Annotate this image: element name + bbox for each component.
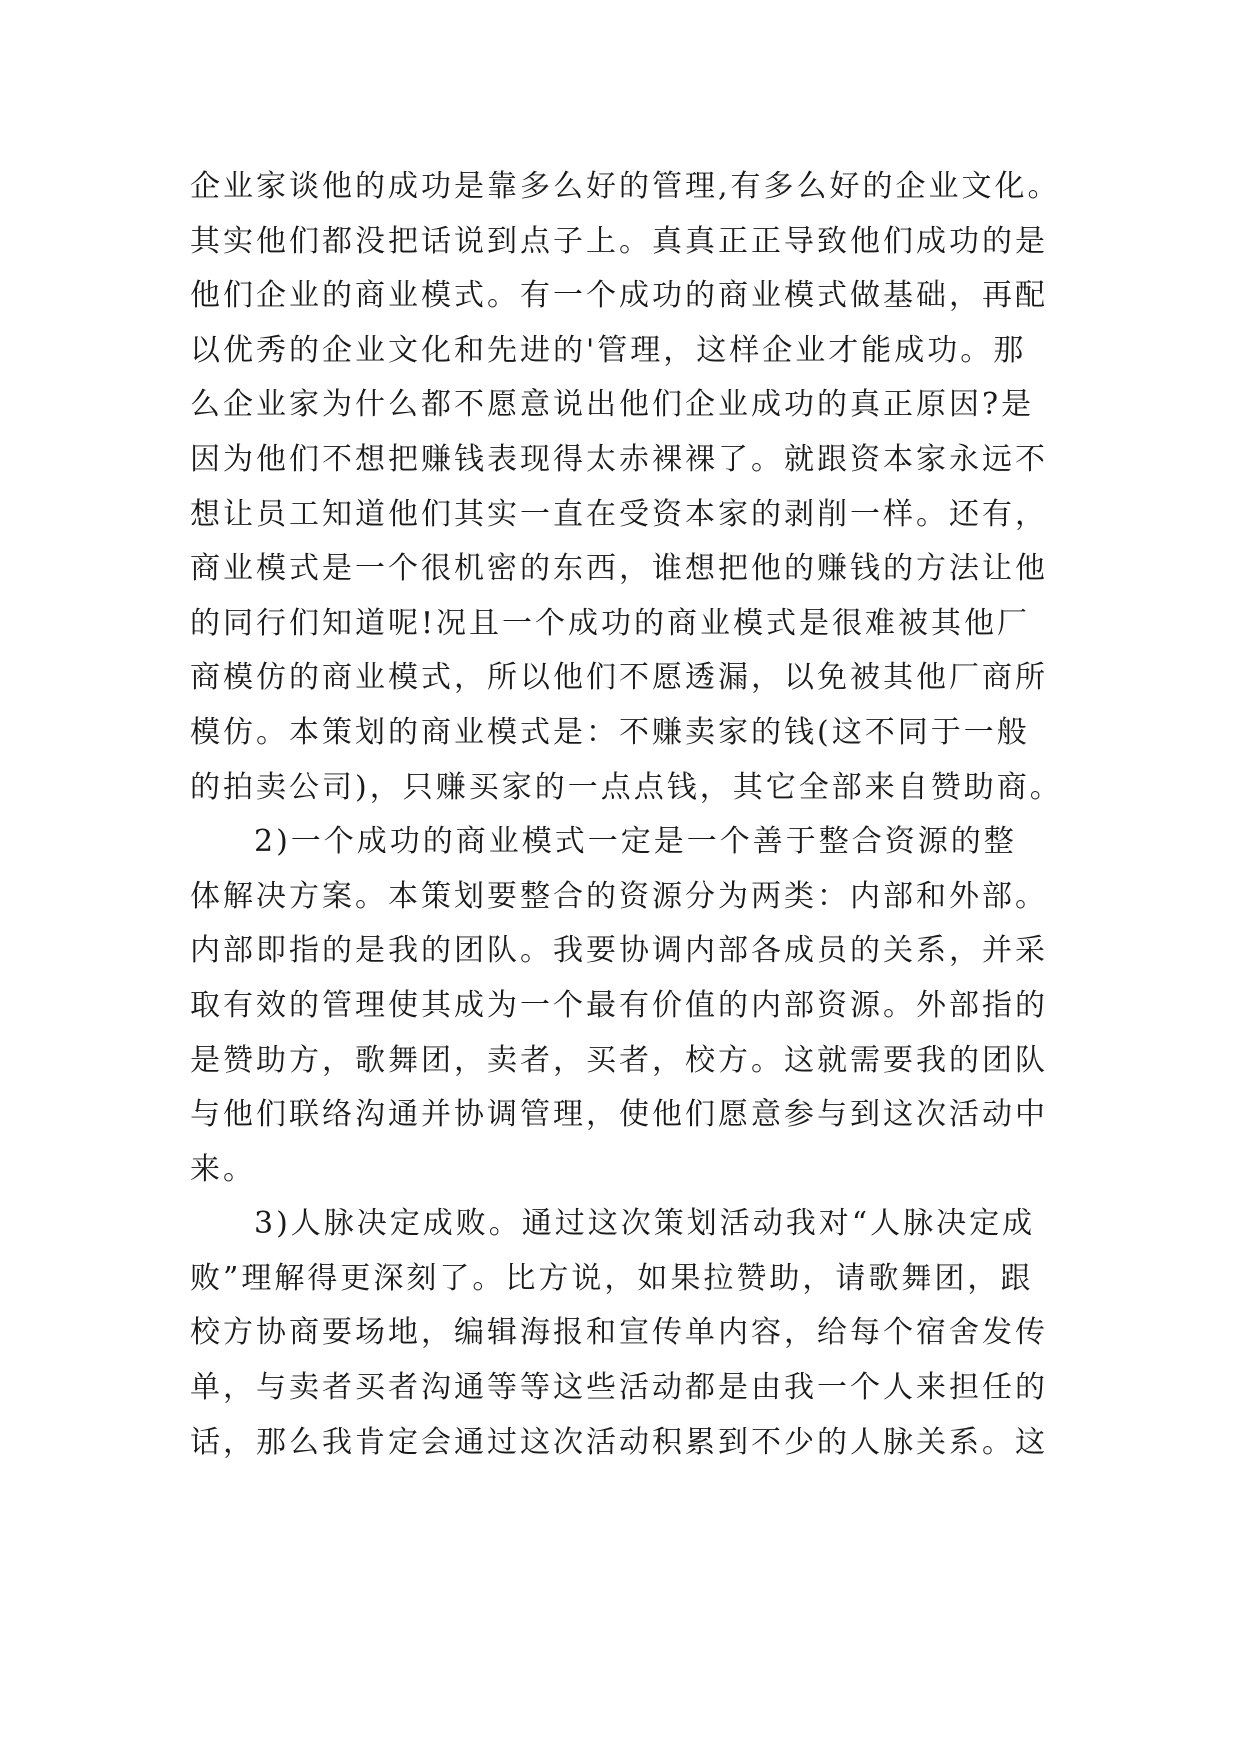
- text-line: 商模仿的商业模式，所以他们不愿透漏，以免被其他厂商所: [190, 660, 1048, 696]
- text-line: 校方协商要场地，编辑海报和宣传单内容，给每个宿舍发传: [190, 1315, 1048, 1351]
- text-line: 来。: [190, 1151, 256, 1187]
- text-line: 企业家谈他的成功是靠多么好的管理,有多么好的企业文化。: [190, 169, 1061, 204]
- text-line: 以优秀的企业文化和先进的'管理，这样企业才能成功。那: [190, 332, 1027, 368]
- text-line: 因为他们不想把赚钱表现得太赤裸裸了。就跟资本家永远不: [190, 441, 1048, 477]
- text-line: 的同行们知道呢!况且一个成功的商业模式是很难被其他厂: [190, 605, 1031, 641]
- text-line: 是赞助方，歌舞团，卖者，买者，校方。这就需要我的团队: [190, 1042, 1048, 1078]
- text-line: 体解决方案。本策划要整合的资源分为两类：内部和外部。: [190, 878, 1048, 914]
- text-line: 想让员工知道他们其实一直在受资本家的剥削一样。还有，: [190, 496, 1048, 532]
- text-line: 其实他们都没把话说到点子上。真真正正导致他们成功的是: [190, 223, 1048, 259]
- paragraph-2-first-line: 2)一个成功的商业模式一定是一个善于整合资源的整: [254, 824, 1017, 860]
- text-line: 模仿。本策划的商业模式是：不赚卖家的钱(这不同于一般: [190, 714, 1030, 750]
- text-line: 单，与卖者买者沟通等等这些活动都是由我一个人来担任的: [190, 1370, 1048, 1406]
- text-line: 他们企业的商业模式。有一个成功的商业模式做基础，再配: [190, 278, 1048, 314]
- text-line: 取有效的管理使其成为一个最有价值的内部资源。外部指的: [190, 987, 1048, 1023]
- paragraph-3-first-line: 3)人脉决定成败。通过这次策划活动我对“人脉决定成: [254, 1206, 1036, 1242]
- text-line: 么企业家为什么都不愿意说出他们企业成功的真正原因?是: [190, 387, 1035, 423]
- text-line: 内部即指的是我的团队。我要协调内部各成员的关系，并采: [190, 933, 1048, 969]
- text-line: 话，那么我肯定会通过这次活动积累到不少的人脉关系。这: [190, 1424, 1048, 1460]
- text-line: 的拍卖公司)，只赚买家的一点点钱，其它全部来自赞助商。: [190, 769, 1063, 805]
- text-line: 商业模式是一个很机密的东西，谁想把他的赚钱的方法让他: [190, 551, 1048, 587]
- body-text: [190, 160, 1070, 1470]
- text-line: 与他们联络沟通并协调管理，使他们愿意参与到这次活动中: [190, 1097, 1048, 1133]
- text-line: 败”理解得更深刻了。比方说，如果拉赞助，请歌舞团，跟: [190, 1260, 1034, 1296]
